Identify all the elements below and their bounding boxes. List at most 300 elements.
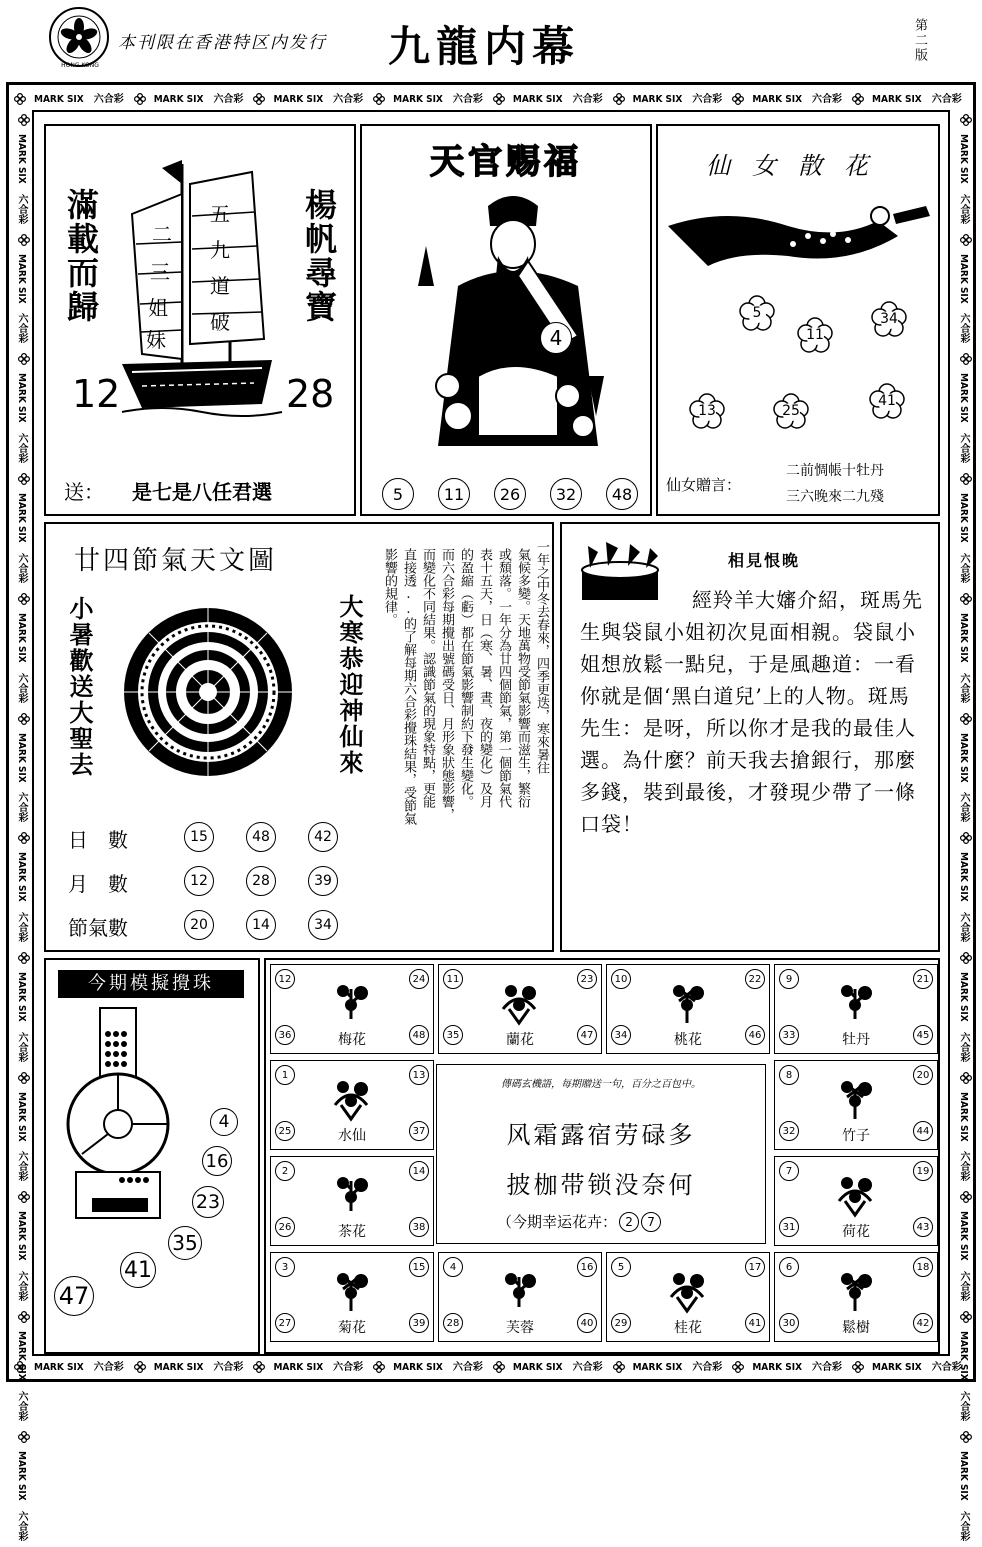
border-strip-top (10, 90, 972, 108)
fairy-flower (738, 294, 776, 332)
liuhecai-label: 六合彩 (16, 1271, 27, 1302)
liuhecai-label: 六合彩 (958, 313, 969, 344)
send-label: 送： (64, 480, 104, 504)
mark-six-label: MARK SIX (16, 134, 27, 184)
draw-ball: 23 (192, 1186, 224, 1218)
flower-icon (373, 1361, 385, 1373)
draw-title: 今期模擬攪珠 (58, 970, 244, 998)
mark-six-label: MARK SIX (958, 972, 969, 1022)
liuhecai-label: 六合彩 (93, 94, 124, 105)
flower-name: 桂花 (674, 1320, 702, 1336)
flower-icon (833, 1267, 879, 1321)
story-title: 相見恨晚 (728, 551, 801, 570)
fairy-number: 5 (752, 305, 762, 321)
flower-name: 荷花 (842, 1224, 870, 1240)
flower-icon (16, 114, 30, 126)
solar-left-verse: 小暑歡送大聖去 (65, 596, 94, 778)
mark-six-label: MARK SIX (958, 732, 969, 783)
mark-six-label: MARK SIX (958, 612, 969, 663)
mark-six-label: MARK SIX (958, 373, 969, 424)
flower-number: 11 (443, 969, 463, 989)
god-number: 32 (550, 478, 582, 510)
page-number: 第二版 (912, 18, 927, 63)
flower-number: 45 (913, 1025, 933, 1045)
mark-six-label: MARK SIX (16, 732, 27, 783)
flower-number: 1 (275, 1065, 295, 1085)
liuhecai-label: 六合彩 (812, 1362, 843, 1373)
flower-icon (16, 1191, 30, 1203)
border-strip-bottom (10, 1358, 972, 1376)
flower-number: 6 (779, 1257, 799, 1277)
mark-six-label: MARK SIX (153, 94, 204, 105)
flower-number: 36 (275, 1025, 295, 1045)
flower-number: 27 (275, 1313, 295, 1333)
liuhecai-label: 六合彩 (93, 1362, 124, 1373)
flower-number: 35 (443, 1025, 463, 1045)
solar-row-number: 34 (308, 910, 338, 940)
flower-number: 38 (409, 1217, 429, 1237)
flower-icon (16, 713, 30, 725)
liuhecai-label: 六合彩 (213, 94, 244, 105)
flower-icon (958, 353, 972, 365)
flower-number: 23 (577, 969, 597, 989)
mark-six-label: MARK SIX (273, 94, 324, 105)
flower-icon (373, 93, 385, 105)
story-panel (560, 522, 940, 952)
flower-name: 水仙 (338, 1128, 366, 1144)
fairy-number: 34 (880, 311, 898, 327)
god-panel (360, 124, 652, 516)
flower-number: 42 (913, 1313, 933, 1333)
flower-cell-2 (606, 964, 770, 1054)
boat-left-verse: 滿載而歸 (62, 188, 100, 324)
flower-icon (958, 593, 972, 605)
mark-six-label: MARK SIX (958, 1450, 969, 1501)
flower-icon (16, 234, 30, 246)
flower-name: 菊花 (338, 1320, 366, 1336)
flower-cell-9 (438, 1252, 602, 1342)
god-title: 天官赐福 (430, 142, 582, 182)
solar-row-label: 節氣數 (68, 916, 128, 940)
flying-fairy-icon (668, 196, 932, 276)
heavenly-official-icon (418, 186, 608, 466)
liuhecai-label: 六合彩 (452, 94, 483, 105)
flower-number: 41 (745, 1313, 765, 1333)
solar-row-label: 月 數 (68, 872, 128, 896)
flower-icon (16, 353, 30, 365)
fairy-panel (656, 124, 940, 516)
solar-text-column: 的盈縮（虧）都在節氣影響制約下發生變化。 (458, 548, 473, 808)
flower-icon (958, 713, 972, 725)
flower-cell-0 (270, 964, 434, 1054)
sail-char: 姐 (148, 296, 168, 320)
flower-icon (329, 1075, 375, 1129)
flower-icon (852, 93, 864, 105)
sail-characters (46, 126, 354, 514)
center-verse-line2: 披枷带锁没奈何 (506, 1171, 696, 1199)
flower-cell-8 (270, 1252, 434, 1342)
flower-icon (493, 93, 505, 105)
flower-number: 18 (913, 1257, 933, 1277)
send-text: 是七是八任君選 (132, 480, 272, 504)
solar-row-number: 20 (184, 910, 214, 940)
mark-six-label: MARK SIX (16, 612, 27, 663)
draw-ball: 41 (120, 1252, 156, 1288)
god-badge: 4 (540, 322, 572, 354)
flower-number: 43 (913, 1217, 933, 1237)
flower-icon (958, 1191, 972, 1203)
liuhecai-label: 六合彩 (692, 1362, 723, 1373)
draw-ball: 4 (210, 1108, 238, 1136)
lucky-num-1: 2 (619, 1212, 639, 1232)
liuhecai-label: 六合彩 (958, 912, 969, 943)
fairy-number: 25 (782, 403, 800, 419)
liuhecai-label: 六合彩 (958, 792, 969, 823)
flower-number: 19 (913, 1161, 933, 1181)
solar-text-column: 而變化不同結果。認識節氣的現象特點，更能 (420, 548, 435, 808)
flower-icon (613, 1361, 625, 1373)
flower-icon (958, 114, 972, 126)
flower-cell-4 (270, 1060, 434, 1150)
mark-six-label: MARK SIX (958, 1331, 969, 1381)
god-number: 48 (606, 478, 638, 510)
flower-number: 25 (275, 1121, 295, 1141)
flower-number: 13 (409, 1065, 429, 1085)
lottery-machine-icon (62, 1004, 192, 1222)
mark-six-label: MARK SIX (958, 852, 969, 903)
flower-cell-5 (774, 1060, 938, 1150)
mark-six-label: MARK SIX (16, 493, 27, 543)
solar-row-number: 42 (308, 822, 338, 852)
solar-row-number: 12 (184, 866, 214, 896)
flower-icon (613, 93, 625, 105)
liuhecai-label: 六合彩 (213, 1362, 244, 1373)
solar-row-number: 39 (308, 866, 338, 896)
flower-name: 牡丹 (842, 1032, 870, 1048)
flower-icon (958, 1311, 972, 1323)
mark-six-label: MARK SIX (34, 1362, 84, 1373)
flower-number: 7 (779, 1161, 799, 1181)
sail-char: 三 (150, 260, 170, 284)
flower-number: 39 (409, 1313, 429, 1333)
flower-number: 34 (611, 1025, 631, 1045)
center-tagline: 傳碼玄機語，每期贈送一句，百分之百包中。 (501, 1079, 701, 1090)
solar-title: 廿四節氣天文圖 (74, 546, 278, 576)
flower-number: 17 (745, 1257, 765, 1277)
flower-name: 鬆樹 (842, 1320, 870, 1336)
fairy-flower (870, 300, 908, 338)
mark-six-label: MARK SIX (273, 1362, 324, 1373)
flower-number: 2 (275, 1161, 295, 1181)
flower-icon (497, 979, 543, 1033)
mark-six-label: MARK SIX (958, 1211, 969, 1262)
liuhecai-label: 六合彩 (958, 1390, 969, 1421)
mark-six-label: MARK SIX (958, 1091, 969, 1142)
flower-number: 5 (611, 1257, 631, 1277)
mark-six-label: MARK SIX (16, 852, 27, 903)
sail-char: 破 (210, 310, 230, 334)
solar-row-number: 28 (246, 866, 276, 896)
flower-name: 茶花 (338, 1224, 366, 1240)
flower-icon (958, 1072, 972, 1084)
liuhecai-label: 六合彩 (958, 672, 969, 703)
flower-number: 8 (779, 1065, 799, 1085)
flower-icon (329, 979, 375, 1033)
solar-right-verse: 大寒恭迎神仙來 (335, 594, 364, 776)
flower-icon (134, 1361, 146, 1373)
flower-number: 21 (913, 969, 933, 989)
story-body: 經羚羊大嬸介紹，斑馬先生與袋鼠小姐初次見面相親。袋鼠小姐想放鬆一點兒，于是風趣道：一看你就是個‘黑白道兒’上的人物。斑馬先生：是呀，所以你才是我的最佳人選。為什麼？前天我去搶銀行，那麼多錢，裝到最後，才發現少帶了一條口袋！ (580, 588, 923, 836)
flower-name: 芙蓉 (506, 1320, 534, 1336)
fairy-flower (868, 382, 906, 420)
solar-description (374, 540, 550, 870)
mark-six-label: MARK SIX (958, 134, 969, 184)
solar-text-column: 影響的規律。 (382, 548, 397, 626)
lucky-flower-label: （今期幸运花卉： (497, 1213, 618, 1231)
flower-name: 梅花 (338, 1032, 366, 1048)
liuhecai-label: 六合彩 (958, 1151, 969, 1182)
liuhecai-label: 六合彩 (572, 1362, 603, 1373)
flower-number: 10 (611, 969, 631, 989)
flower-icon (833, 979, 879, 1033)
liuhecai-label: 六合彩 (16, 1151, 27, 1182)
solar-text-column: 一年之中冬去春來，四季更迭，寒來暑往 (534, 540, 549, 774)
flower-icon (833, 1075, 879, 1129)
flower-number: 22 (745, 969, 765, 989)
flower-icon (329, 1267, 375, 1321)
liuhecai-label: 六合彩 (333, 94, 364, 105)
flower-icon (665, 1267, 711, 1321)
liuhecai-label: 六合彩 (16, 1390, 27, 1421)
liuhecai-label: 六合彩 (958, 1510, 969, 1541)
flower-number: 37 (409, 1121, 429, 1141)
flower-icon (958, 952, 972, 964)
flower-icon (253, 93, 265, 105)
fairy-title: 仙女散花 (706, 152, 890, 180)
liuhecai-label: 六合彩 (958, 1031, 969, 1062)
mark-six-label: MARK SIX (16, 972, 27, 1022)
solar-text-column: 氣候多變。天地萬物受節氣影響而滋生，繁衍 (515, 548, 530, 808)
fairy-number: 11 (806, 327, 824, 343)
flower-icon (16, 593, 30, 605)
flower-cell-3 (774, 964, 938, 1054)
flower-number: 4 (443, 1257, 463, 1277)
sail-char: 五 (210, 202, 230, 226)
flower-icon (16, 1072, 30, 1084)
mark-six-label: MARK SIX (16, 373, 27, 424)
draw-panel (44, 958, 260, 1354)
liuhecai-label: 六合彩 (958, 193, 969, 224)
liuhecai-label: 六合彩 (16, 912, 27, 943)
mark-six-label: MARK SIX (512, 94, 563, 105)
flower-cell-10 (606, 1252, 770, 1342)
mark-six-label: MARK SIX (16, 1331, 27, 1381)
boat-right-verse: 楊帆尋寶 (300, 188, 338, 324)
flower-name: 桃花 (674, 1032, 702, 1048)
lucky-flower-line (497, 1211, 661, 1232)
flower-icon (833, 1171, 879, 1225)
flower-icon (732, 93, 744, 105)
sail-char: 二 (152, 222, 172, 246)
center-verse-line1: 风霜露宿劳碌多 (506, 1121, 696, 1149)
draw-ball: 47 (54, 1276, 94, 1316)
flower-number: 47 (577, 1025, 597, 1045)
solar-text-column: 表十五天，日（寒、暑、晝、夜的變化）及月 (477, 548, 492, 808)
flower-icon (665, 979, 711, 1033)
flower-name: 竹子 (842, 1128, 870, 1144)
flower-number: 20 (913, 1065, 933, 1085)
mark-six-label: MARK SIX (958, 493, 969, 543)
flower-number: 29 (611, 1313, 631, 1333)
flower-icon (329, 1171, 375, 1225)
flower-cell-11 (774, 1252, 938, 1342)
mark-six-label: MARK SIX (752, 94, 803, 105)
boat-number-left: 12 (72, 372, 121, 416)
flower-number: 32 (779, 1121, 799, 1141)
liuhecai-label: 六合彩 (333, 1362, 364, 1373)
flower-number: 31 (779, 1217, 799, 1237)
flower-icon (958, 1431, 972, 1443)
mark-six-label: MARK SIX (16, 253, 27, 304)
flower-number: 26 (275, 1217, 295, 1237)
fairy-flower (772, 392, 810, 430)
fairy-number: 41 (878, 393, 896, 409)
page-title: 九龍内幕 (388, 22, 581, 71)
flower-number: 9 (779, 969, 799, 989)
fairy-gift-line2: 三六晚來二九殘 (786, 489, 884, 505)
flower-number: 14 (409, 1161, 429, 1181)
flower-number: 12 (275, 969, 295, 989)
boat-number-right: 28 (286, 372, 335, 416)
header (0, 0, 982, 80)
border-strip-right (952, 110, 972, 1541)
mark-six-label: MARK SIX (16, 1450, 27, 1501)
mark-six-label: MARK SIX (752, 1362, 803, 1373)
flower-cell-6 (270, 1156, 434, 1246)
solar-row-label: 日 數 (68, 828, 128, 852)
mark-six-label: MARK SIX (958, 253, 969, 304)
liuhecai-label: 六合彩 (931, 1362, 962, 1373)
liuhecai-label: 六合彩 (572, 94, 603, 105)
flower-icon (16, 473, 30, 485)
flower-icon (732, 1361, 744, 1373)
center-verse-box (436, 1064, 766, 1244)
flower-icon (16, 1431, 30, 1443)
draw-ball: 16 (202, 1146, 232, 1176)
flower-icon (253, 1361, 265, 1373)
fairy-gift-label: 仙女贈言： (666, 476, 742, 494)
liuhecai-label: 六合彩 (16, 552, 27, 583)
fairy-gift-line1: 二前惆帳十牡丹 (786, 463, 884, 479)
sail-char: 妹 (146, 328, 166, 352)
liuhecai-label: 六合彩 (692, 94, 723, 105)
god-number: 5 (382, 478, 414, 510)
liuhecai-label: 六合彩 (16, 672, 27, 703)
liuhecai-label: 六合彩 (16, 193, 27, 224)
liuhecai-label: 六合彩 (812, 94, 843, 105)
liuhecai-label: 六合彩 (931, 94, 962, 105)
mark-six-label: MARK SIX (632, 1362, 683, 1373)
mark-six-label: MARK SIX (872, 94, 922, 105)
liuhecai-label: 六合彩 (958, 433, 969, 464)
mark-six-label: MARK SIX (393, 94, 443, 105)
flower-icon (16, 952, 30, 964)
mark-six-label: MARK SIX (393, 1362, 443, 1373)
flower-icon (958, 473, 972, 485)
sail-char: 道 (210, 274, 230, 298)
flower-number: 44 (913, 1121, 933, 1141)
flower-cell-1 (438, 964, 602, 1054)
flower-number: 28 (443, 1313, 463, 1333)
god-number: 26 (494, 478, 526, 510)
flower-grid (264, 958, 940, 1354)
liuhecai-label: 六合彩 (16, 792, 27, 823)
flower-icon (958, 234, 972, 246)
flower-icon (16, 1311, 30, 1323)
solar-text-column: 而六合彩每期攪出號碼受日、月形象狀態影響， (439, 548, 454, 821)
mark-six-label: MARK SIX (16, 1211, 27, 1262)
mark-six-label: MARK SIX (16, 1091, 27, 1142)
liuhecai-label: 六合彩 (452, 1362, 483, 1373)
flower-cell-7 (774, 1156, 938, 1246)
flower-number: 16 (577, 1257, 597, 1277)
flower-icon (134, 93, 146, 105)
fairy-flower (688, 392, 726, 430)
flower-number: 48 (409, 1025, 429, 1045)
liuhecai-label: 六合彩 (16, 1510, 27, 1541)
flower-number: 33 (779, 1025, 799, 1045)
border-strip-left (10, 110, 30, 1541)
header-notice: 本刊限在香港特区内发行 (118, 33, 327, 53)
solar-text-column: 或頹落。一年分為廿四個節氣，第一個節氣代 (496, 548, 511, 808)
solar-row-number: 14 (246, 910, 276, 940)
flower-icon (852, 1361, 864, 1373)
flower-icon (16, 832, 30, 844)
mark-six-label: MARK SIX (153, 1362, 204, 1373)
flower-icon (493, 1361, 505, 1373)
hk-emblem-icon (48, 6, 110, 68)
flower-number: 3 (275, 1257, 295, 1277)
solar-row-number: 48 (246, 822, 276, 852)
fairy-flower (796, 316, 834, 354)
flower-name: 蘭花 (506, 1032, 534, 1048)
sail-char: 九 (210, 238, 230, 262)
flower-number: 15 (409, 1257, 429, 1277)
flower-icon (497, 1267, 543, 1321)
solar-panel (44, 522, 554, 952)
lucky-num-2: 7 (641, 1212, 661, 1232)
emblem-caption: HONG KONG (61, 62, 99, 69)
astronomical-wheel-icon (122, 606, 294, 778)
solar-text-column: 直接透..的了解每期六合彩攪珠結果，受節氣 (401, 548, 416, 825)
flower-icon (958, 832, 972, 844)
flower-number: 24 (409, 969, 429, 989)
liuhecai-label: 六合彩 (16, 313, 27, 344)
flower-number: 40 (577, 1313, 597, 1333)
liuhecai-label: 六合彩 (958, 552, 969, 583)
mark-six-label: MARK SIX (632, 94, 683, 105)
god-number: 11 (438, 478, 470, 510)
mark-six-label: MARK SIX (512, 1362, 563, 1373)
boat-panel (44, 124, 356, 516)
liuhecai-label: 六合彩 (16, 1031, 27, 1062)
mark-six-label: MARK SIX (872, 1362, 922, 1373)
solar-row-number: 15 (184, 822, 214, 852)
flower-icon (14, 93, 26, 105)
liuhecai-label: 六合彩 (958, 1271, 969, 1302)
mark-six-label: MARK SIX (34, 94, 84, 105)
flower-number: 46 (745, 1025, 765, 1045)
